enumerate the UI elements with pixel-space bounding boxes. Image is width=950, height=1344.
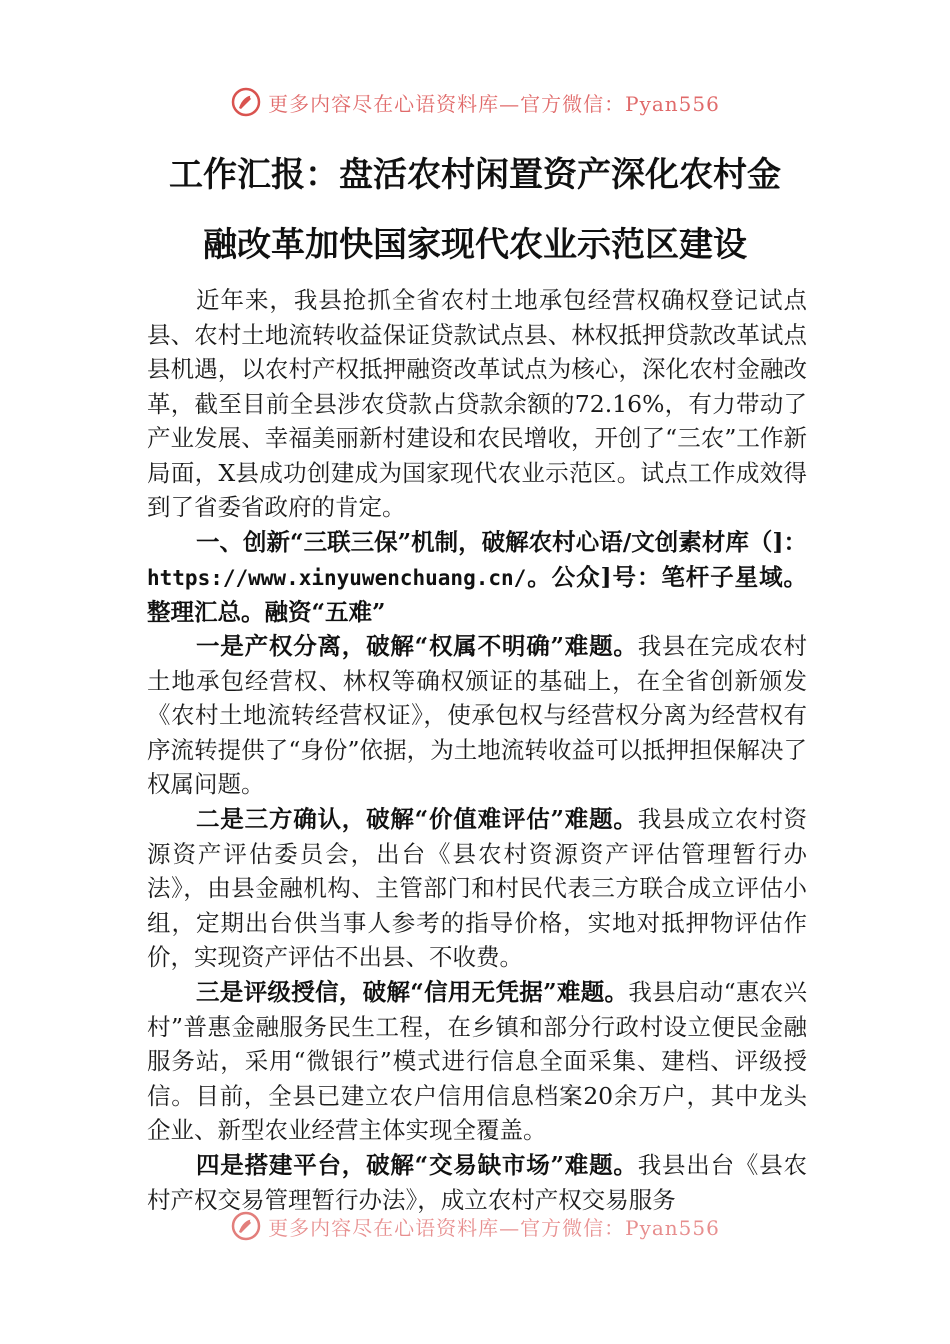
brush-logo-icon — [230, 86, 262, 118]
section-1-heading-text-b: 。公众]号：笔杆子星域。整理汇总。融资“五难” — [147, 562, 807, 626]
item-1-body: 我县在完成农村土地承包经营权、林权等确权颁证的基础上，在全省创新颁发《农村土地流转经营权证》，使承包权与经营权分离为经营权有序流转提供了“身份”依据，为土地流转收益可以抵押担保解决了权属问题。 — [147, 632, 807, 798]
item-3-lead: 三是评级授信，破解“信用无凭据”难题。 — [196, 978, 629, 1006]
item-2-lead: 二是三方确认，破解“价值难评估”难题。 — [196, 805, 638, 833]
watermark-header — [0, 82, 950, 122]
item-3-paragraph — [147, 975, 807, 1148]
watermark-footer — [0, 1206, 950, 1246]
watermark-text: 更多内容尽在心语资料库—官方微信：Pyan556 — [268, 1215, 720, 1240]
item-1-lead: 一是产权分离，破解“权属不明确”难题。 — [196, 632, 638, 660]
document-title-line-1: 工作汇报：盘活农村闲置资产深化农村金 — [169, 155, 781, 195]
source-url-link[interactable]: https://www.xinyuwenchuang.cn/ — [147, 565, 527, 590]
section-1-heading-text-a: 一、创新“三联三保”机制，破解农村心语/文创素材库（]： — [196, 528, 807, 556]
item-2-body: 我县成立农村资源资产评估委员会，出台《县农村资源资产评估管理暂行办法》，由县金融机构、主管部门和村民代表三方联合成立评估小组，定期出台供当事人参考的指导价格，实地对抵押物评估作价，实现资产评估不出县、不收费。 — [147, 805, 807, 971]
item-4-body: 我县出台《县农村产权交易管理暂行办法》，成立农村产权交易服务 — [147, 1151, 807, 1214]
item-4-lead: 四是搭建平台，破解“交易缺市场”难题。 — [196, 1151, 638, 1179]
document-title-line-2: 融改革加快国家现代农业示范区建设 — [203, 225, 747, 265]
watermark-text: 更多内容尽在心语资料库—官方微信：Pyan556 — [268, 91, 720, 116]
item-3-body: 我县启动“惠农兴村”普惠金融服务民生工程，在乡镇和部分行政村设立便民金融服务站，采用“微银行”模式进行信息全面采集、建档、评级授信。目前，全县已建立农户信用信息档案20余万户，其中龙头企业、新型农业经营主体实现全覆盖。 — [147, 978, 807, 1144]
item-2-paragraph — [147, 802, 807, 975]
intro-paragraph: 近年来，我县抢抓全省农村土地承包经营权确权登记试点县、农村土地流转收益保证贷款试点县、林权抵押贷款改革试点县机遇，以农村产权抵押融资改革试点为核心，深化农村金融改革，截至目前全县涉农贷款占贷款余额的72.16%，有力带动了产业发展、幸福美丽新村建设和农民增收，开创了“三农”工作新局面，X县成功创建成为国家现代农业示范区。试点工作成效得到了省委省政府的肯定。 — [147, 286, 807, 521]
brush-logo-icon — [230, 1210, 262, 1242]
section-1-heading — [147, 525, 807, 630]
item-1-paragraph — [147, 629, 807, 802]
